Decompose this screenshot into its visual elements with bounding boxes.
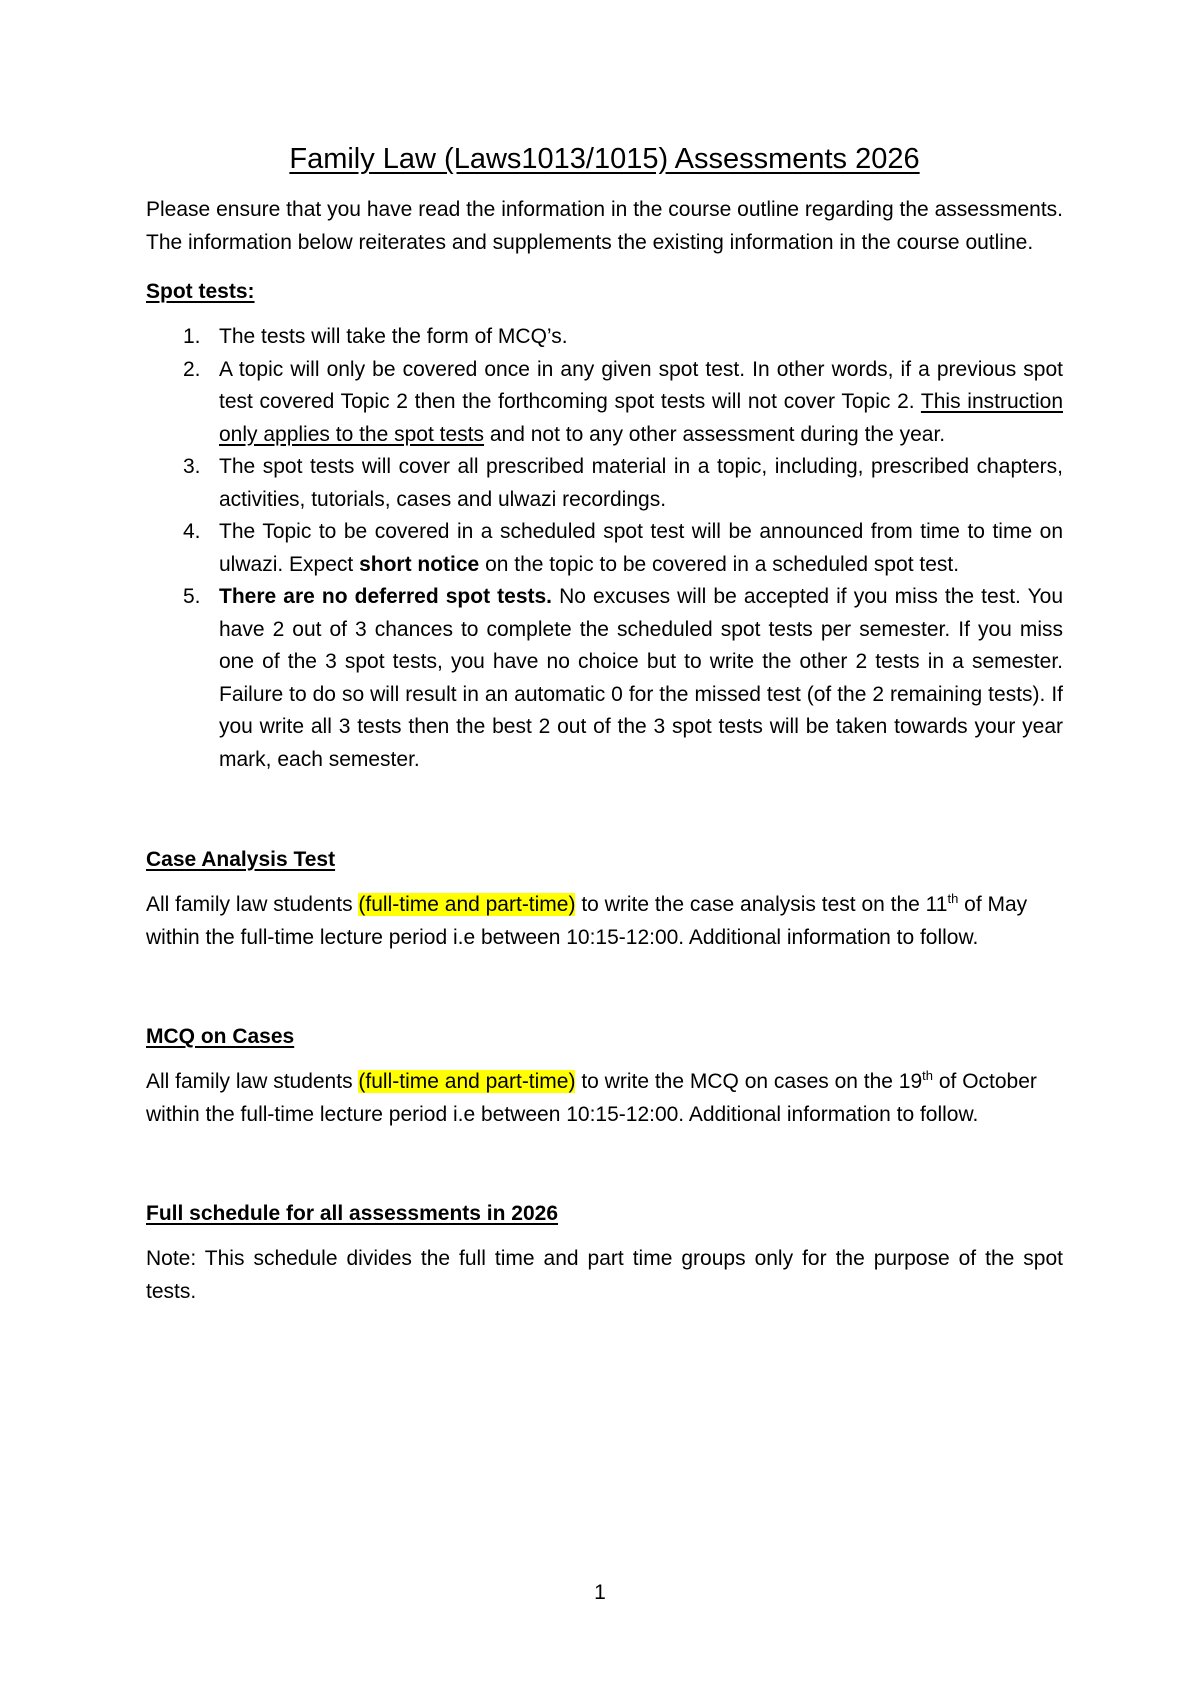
case-analysis-heading: Case Analysis Test [146,848,336,871]
list-text: on the topic to be covered in a scheduled spot test. [479,552,960,576]
bold-short-notice: short notice [359,552,480,576]
list-text: and not to any other assessment during the year. [484,422,946,446]
paragraph-text: of October within the full-time lecture period i.e between 10:15-12:00. Additional information to follow. [146,1070,1037,1126]
intro-paragraph: Please ensure that you have read the information in the course outline regarding the assessments. The information below reiterates and supplements the existing information in the course outline. [146,198,1063,254]
list-number: 4. [183,520,201,543]
document-title: Family Law (Laws1013/1015) Assessments 2026 [289,143,920,175]
list-item [146,354,1063,452]
paragraph-text: to write the case analysis test on the 11 [575,893,948,916]
list-item [146,581,1063,776]
spacer [146,776,1063,844]
case-analysis-paragraph [146,889,1063,954]
list-text: The spot tests will cover all prescribed material in a topic, including, prescribed chapters, activities, tutorials, cases and ulwazi recordings. [219,455,1063,511]
paragraph-text: of May within the full-time lecture period i.e between 10:15-12:00. Additional information to follow. [146,893,1028,949]
highlighted-text: (full-time and part-time) [358,893,576,916]
list-number: 2. [183,357,201,381]
spacer [146,954,1063,1021]
page-number: 1 [594,1581,606,1604]
spot-tests-heading: Spot tests: [146,280,255,303]
list-text: A topic will only be covered once in any given spot test. In other words, if a previous spot test covered Topic 2 then the forthcoming spot tests will not cover Topic 2. [219,357,1063,413]
highlighted-text: (full-time and part-time) [358,1070,576,1093]
mcq-cases-paragraph [146,1066,1063,1131]
superscript: th [922,1068,934,1083]
superscript: th [947,891,959,906]
mcq-cases-heading: MCQ on Cases [146,1025,295,1048]
paragraph-text: to write the MCQ on cases on the 19 [575,1070,923,1093]
list-item [146,451,1063,516]
paragraph-text: All family law students [146,1070,359,1093]
spot-tests-list [146,321,1063,776]
underlined-instruction: This instruction only applies to the spot tests [219,390,1063,446]
spacer [146,1131,1063,1198]
paragraph-text: All family law students [146,893,359,916]
list-text: The Topic to be covered in a scheduled spot test will be announced from time to time on ulwazi. Expect [219,520,1063,576]
list-number: 3. [183,455,201,478]
bold-no-deferred: There are no deferred spot tests. [219,585,553,608]
list-text: The tests will take the form of MCQ’s. [219,325,568,348]
list-item [146,321,1063,354]
schedule-note: Note: This schedule divides the full time and part time groups only for the purpose of the spot tests. [146,1247,1063,1303]
list-number: 5. [183,585,201,608]
list-number: 1. [183,325,201,348]
schedule-heading: Full schedule for all assessments in 2026 [146,1202,559,1225]
list-item [146,516,1063,581]
list-text: No excuses will be accepted if you miss the test. You have 2 out of 3 chances to complete the scheduled spot tests per semester. If you miss one of the 3 spot tests, you have no choice but to write the other 2 tests in a semester. Failure to do so will result in an automatic 0 for the missed test (of the 2 remaining tests). If you write all 3 tests then the best 2 out of the 3 spot tests will be taken towards your year mark, each semester. [219,585,1064,771]
